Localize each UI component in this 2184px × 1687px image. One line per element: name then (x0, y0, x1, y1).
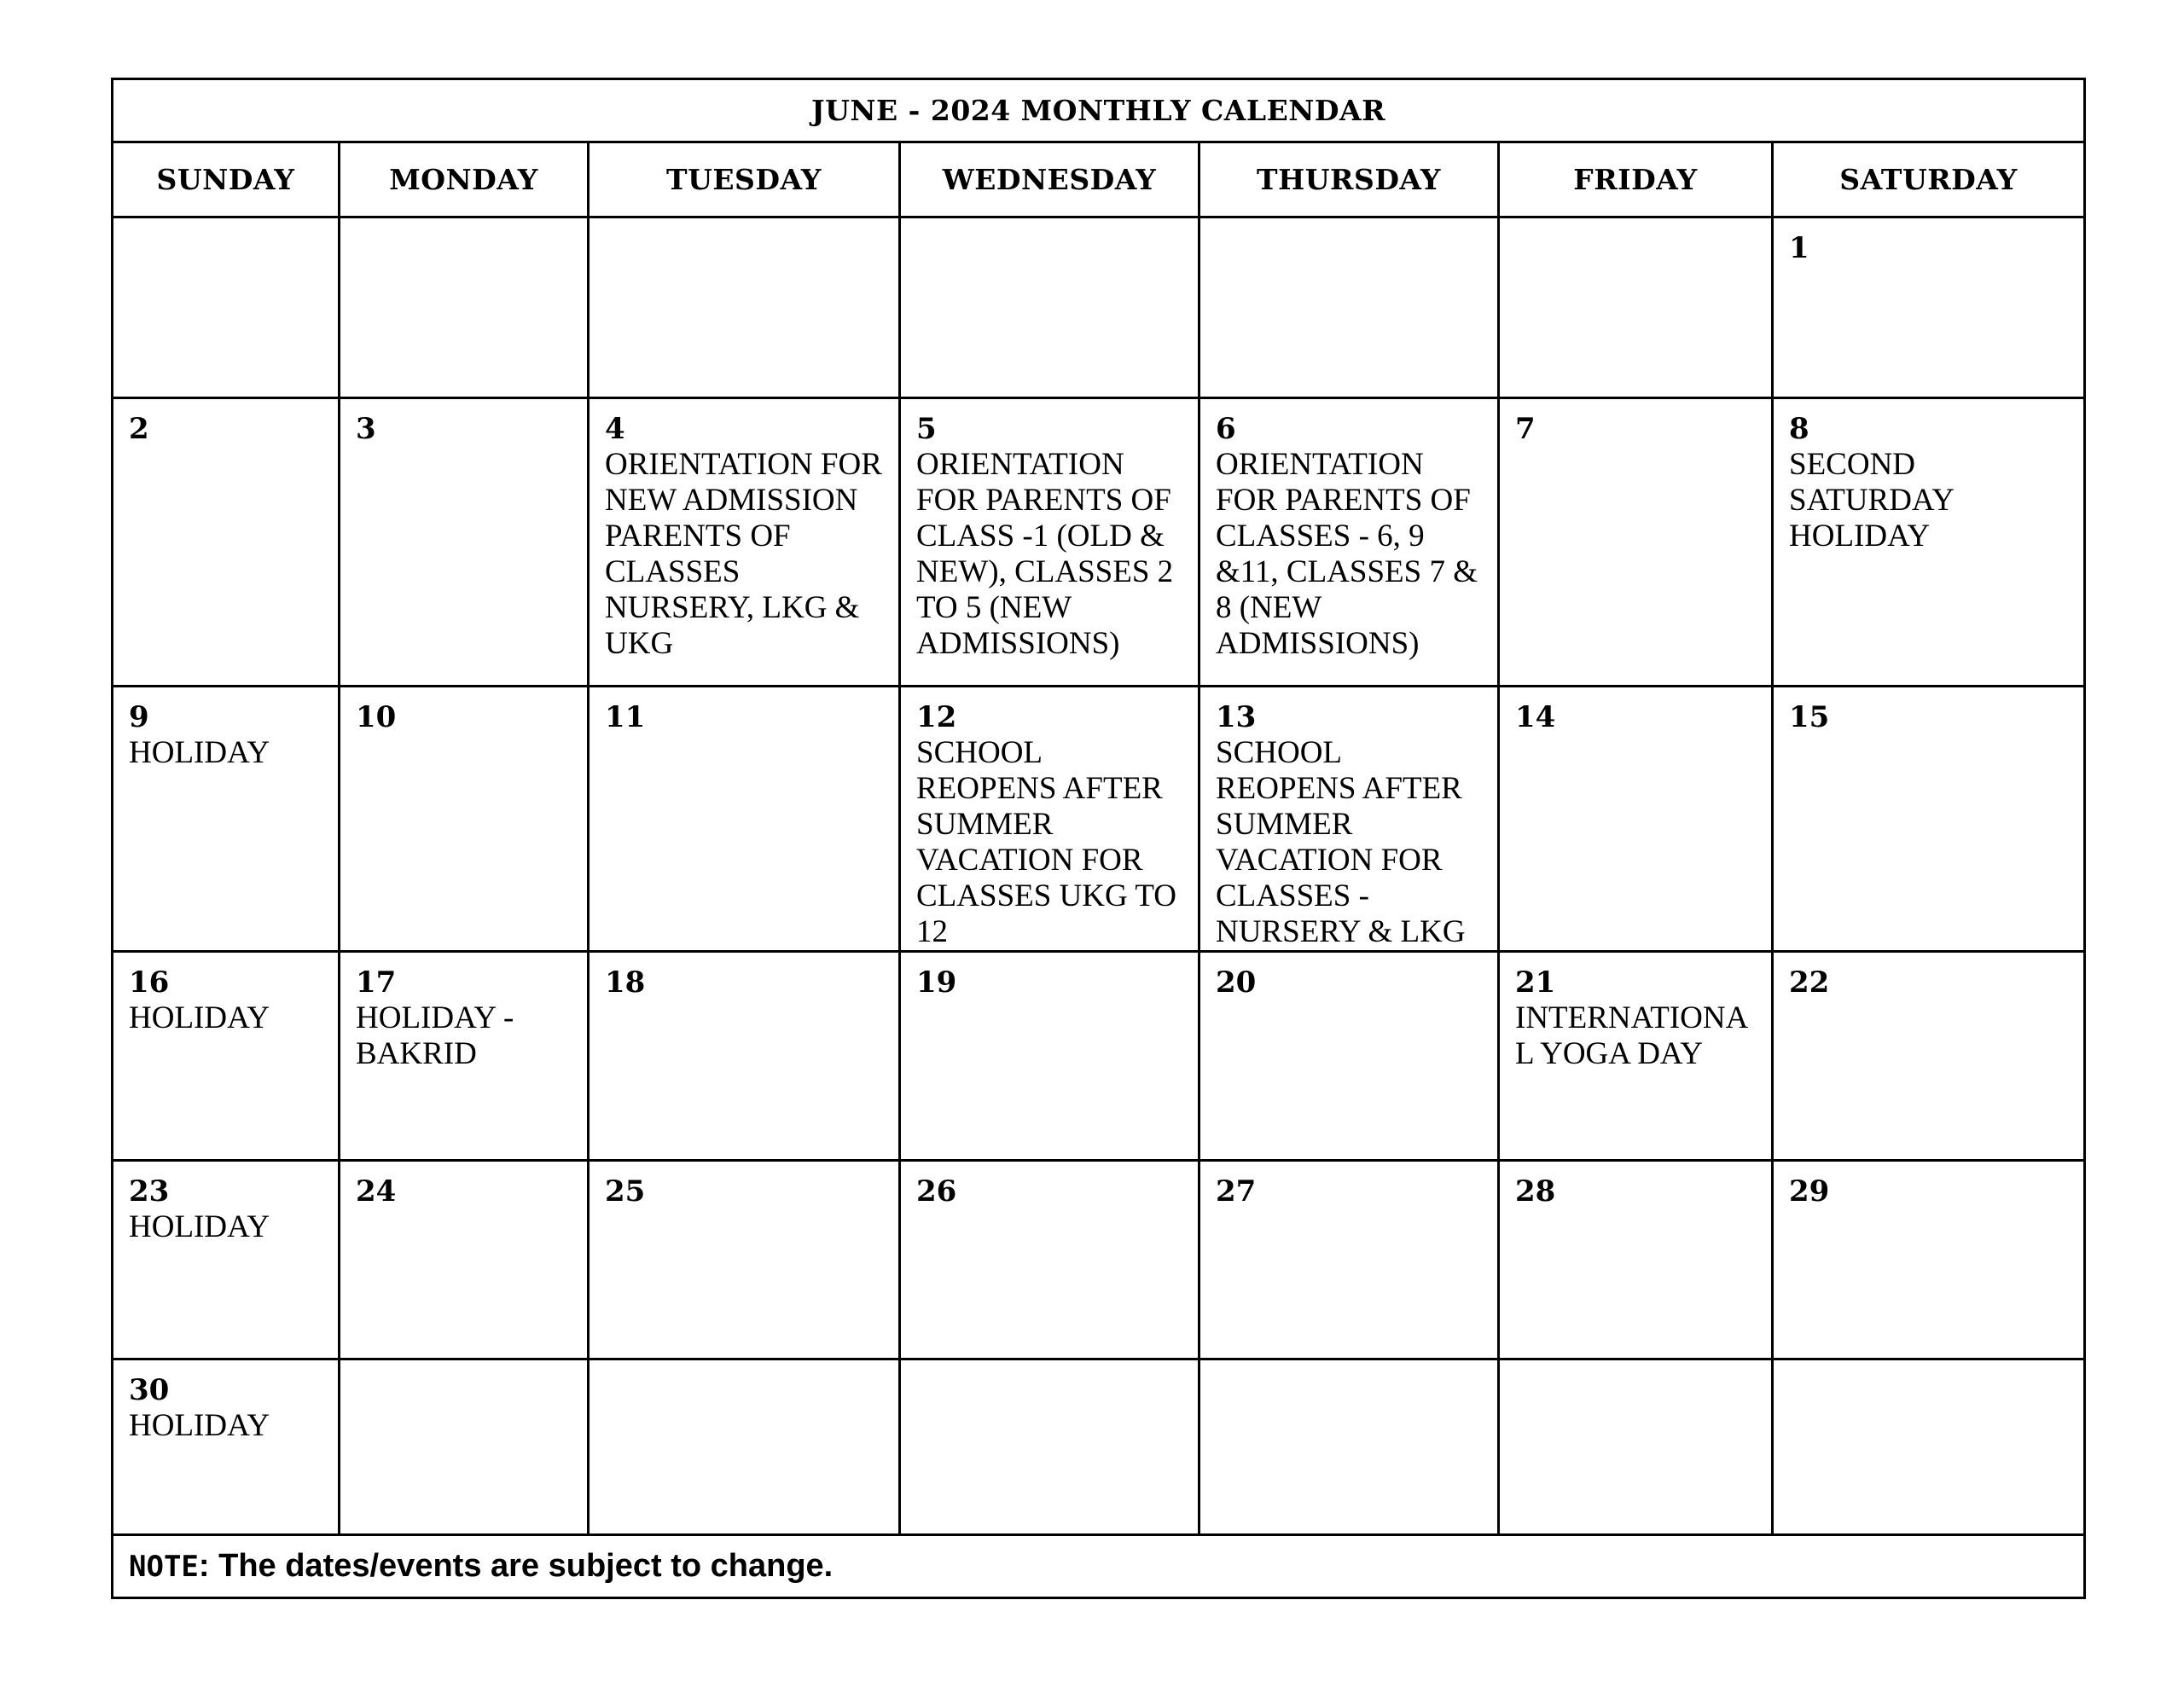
day-event-text: SCHOOL REOPENS AFTER SUMMER VACATION FOR CLASSES UKG TO 12 (916, 735, 1176, 949)
day-event-text: HOLIDAY (129, 1000, 270, 1035)
calendar-day-cell (1199, 398, 1499, 687)
calendar-day-cell (113, 398, 340, 687)
calendar-day-cell (1773, 1161, 2085, 1359)
calendar-day-cell (340, 687, 589, 952)
weekday-header-row (113, 142, 2085, 217)
day-number: 21 (1515, 965, 1556, 1000)
day-number: 8 (1789, 412, 1809, 446)
calendar-day-cell (1199, 217, 1499, 398)
day-number: 5 (916, 412, 937, 446)
day-event-text: ORIENTATION FOR NEW ADMISSION PARENTS OF CLASSES NURSERY, LKG & UKG (605, 447, 882, 661)
note-text: The dates/events are subject to change. (209, 1548, 834, 1584)
day-event-text: HOLIDAY - BAKRID (356, 1000, 514, 1071)
day-number: 26 (916, 1174, 957, 1209)
day-number: 30 (129, 1373, 170, 1407)
calendar-day-cell (1773, 398, 2085, 687)
calendar-day-cell (1199, 687, 1499, 952)
day-event-text: HOLIDAY (129, 1408, 270, 1443)
calendar-day-cell (589, 398, 900, 687)
note-label: NOTE (129, 1550, 199, 1584)
calendar-day-cell (1499, 687, 1773, 952)
weekday-header-thursday: THURSDAY (1199, 142, 1499, 217)
day-number: 16 (129, 965, 170, 1000)
calendar-day-cell (1773, 687, 2085, 952)
day-number: 6 (1216, 412, 1236, 446)
calendar-day-cell (589, 217, 900, 398)
calendar-day-cell (589, 952, 900, 1161)
day-number: 15 (1789, 700, 1830, 734)
day-number: 25 (605, 1174, 646, 1209)
day-event-text: HOLIDAY (129, 735, 270, 770)
day-event-text: INTERNATIONAL YOGA DAY (1515, 1000, 1749, 1071)
day-number: 18 (605, 965, 646, 1000)
calendar-day-cell (1499, 952, 1773, 1161)
calendar-day-cell (1499, 398, 1773, 687)
note-cell (113, 1535, 2085, 1598)
calendar-week-row (113, 1161, 2085, 1359)
calendar-day-cell (900, 398, 1199, 687)
day-number: 23 (129, 1174, 170, 1209)
weekday-header-sunday: SUNDAY (113, 142, 340, 217)
calendar-day-cell (340, 1359, 589, 1535)
note-row (113, 1535, 2085, 1598)
calendar-day-cell (1773, 952, 2085, 1161)
calendar-week-row (113, 217, 2085, 398)
calendar-day-cell (1199, 952, 1499, 1161)
day-number: 27 (1216, 1174, 1257, 1209)
weekday-header-monday: MONDAY (340, 142, 589, 217)
day-number: 24 (356, 1174, 397, 1209)
day-number: 7 (1515, 412, 1536, 446)
weekday-header-saturday: SATURDAY (1773, 142, 2085, 217)
day-number: 19 (916, 965, 957, 1000)
calendar-day-cell (589, 1161, 900, 1359)
day-number: 14 (1515, 700, 1556, 734)
monthly-calendar-table (111, 78, 2086, 1599)
day-number: 4 (605, 412, 625, 446)
calendar-day-cell (113, 952, 340, 1161)
day-number: 22 (1789, 965, 1830, 1000)
calendar-day-cell (340, 217, 589, 398)
day-event-text: ORIENTATION FOR PARENTS OF CLASSES - 6, 9 &11, CLASSES 7 & 8 (NEW ADMISSIONS) (1216, 447, 1478, 661)
calendar-day-cell (113, 1161, 340, 1359)
day-number: 2 (129, 412, 149, 446)
note-separator: : (198, 1548, 210, 1584)
calendar-day-cell (900, 1359, 1199, 1535)
day-number: 10 (356, 700, 397, 734)
calendar-day-cell (340, 398, 589, 687)
calendar-body (113, 217, 2085, 1535)
calendar-day-cell (340, 952, 589, 1161)
day-event-text: ORIENTATION FOR PARENTS OF CLASS -1 (OLD & NEW), CLASSES 2 TO 5 (NEW ADMISSIONS) (916, 447, 1174, 661)
day-event-text: HOLIDAY (129, 1209, 270, 1244)
calendar-day-cell (589, 1359, 900, 1535)
calendar-day-cell (900, 1161, 1199, 1359)
day-number: 28 (1515, 1174, 1556, 1209)
calendar-day-cell (113, 217, 340, 398)
calendar-day-cell (113, 687, 340, 952)
calendar-day-cell (900, 687, 1199, 952)
calendar-day-cell (1773, 217, 2085, 398)
calendar-title: JUNE - 2024 MONTHLY CALENDAR (113, 79, 2085, 142)
weekday-header-tuesday: TUESDAY (589, 142, 900, 217)
calendar-day-cell (1773, 1359, 2085, 1535)
calendar-day-cell (1499, 217, 1773, 398)
day-number: 9 (129, 700, 149, 734)
day-number: 29 (1789, 1174, 1830, 1209)
calendar-day-cell (1499, 1359, 1773, 1535)
calendar-week-row (113, 952, 2085, 1161)
day-event-text: SCHOOL REOPENS AFTER SUMMER VACATION FOR CLASSES - NURSERY & LKG (1216, 735, 1466, 949)
day-number: 3 (356, 412, 376, 446)
calendar-day-cell (113, 1359, 340, 1535)
calendar-week-row (113, 1359, 2085, 1535)
calendar-week-row (113, 398, 2085, 687)
day-number: 11 (605, 700, 646, 734)
weekday-header-friday: FRIDAY (1499, 142, 1773, 217)
day-event-text: SECOND SATURDAY HOLIDAY (1789, 447, 1954, 554)
weekday-header-wednesday: WEDNESDAY (900, 142, 1199, 217)
calendar-day-cell (1199, 1161, 1499, 1359)
day-number: 20 (1216, 965, 1257, 1000)
calendar-day-cell (340, 1161, 589, 1359)
calendar-day-cell (589, 687, 900, 952)
calendar-week-row (113, 687, 2085, 952)
title-row (113, 79, 2085, 142)
calendar-day-cell (900, 217, 1199, 398)
day-number: 13 (1216, 700, 1257, 734)
calendar-day-cell (1499, 1161, 1773, 1359)
day-number: 17 (356, 965, 397, 1000)
calendar-day-cell (1199, 1359, 1499, 1535)
day-number: 12 (916, 700, 957, 734)
day-number: 1 (1789, 231, 1809, 265)
calendar-day-cell (900, 952, 1199, 1161)
